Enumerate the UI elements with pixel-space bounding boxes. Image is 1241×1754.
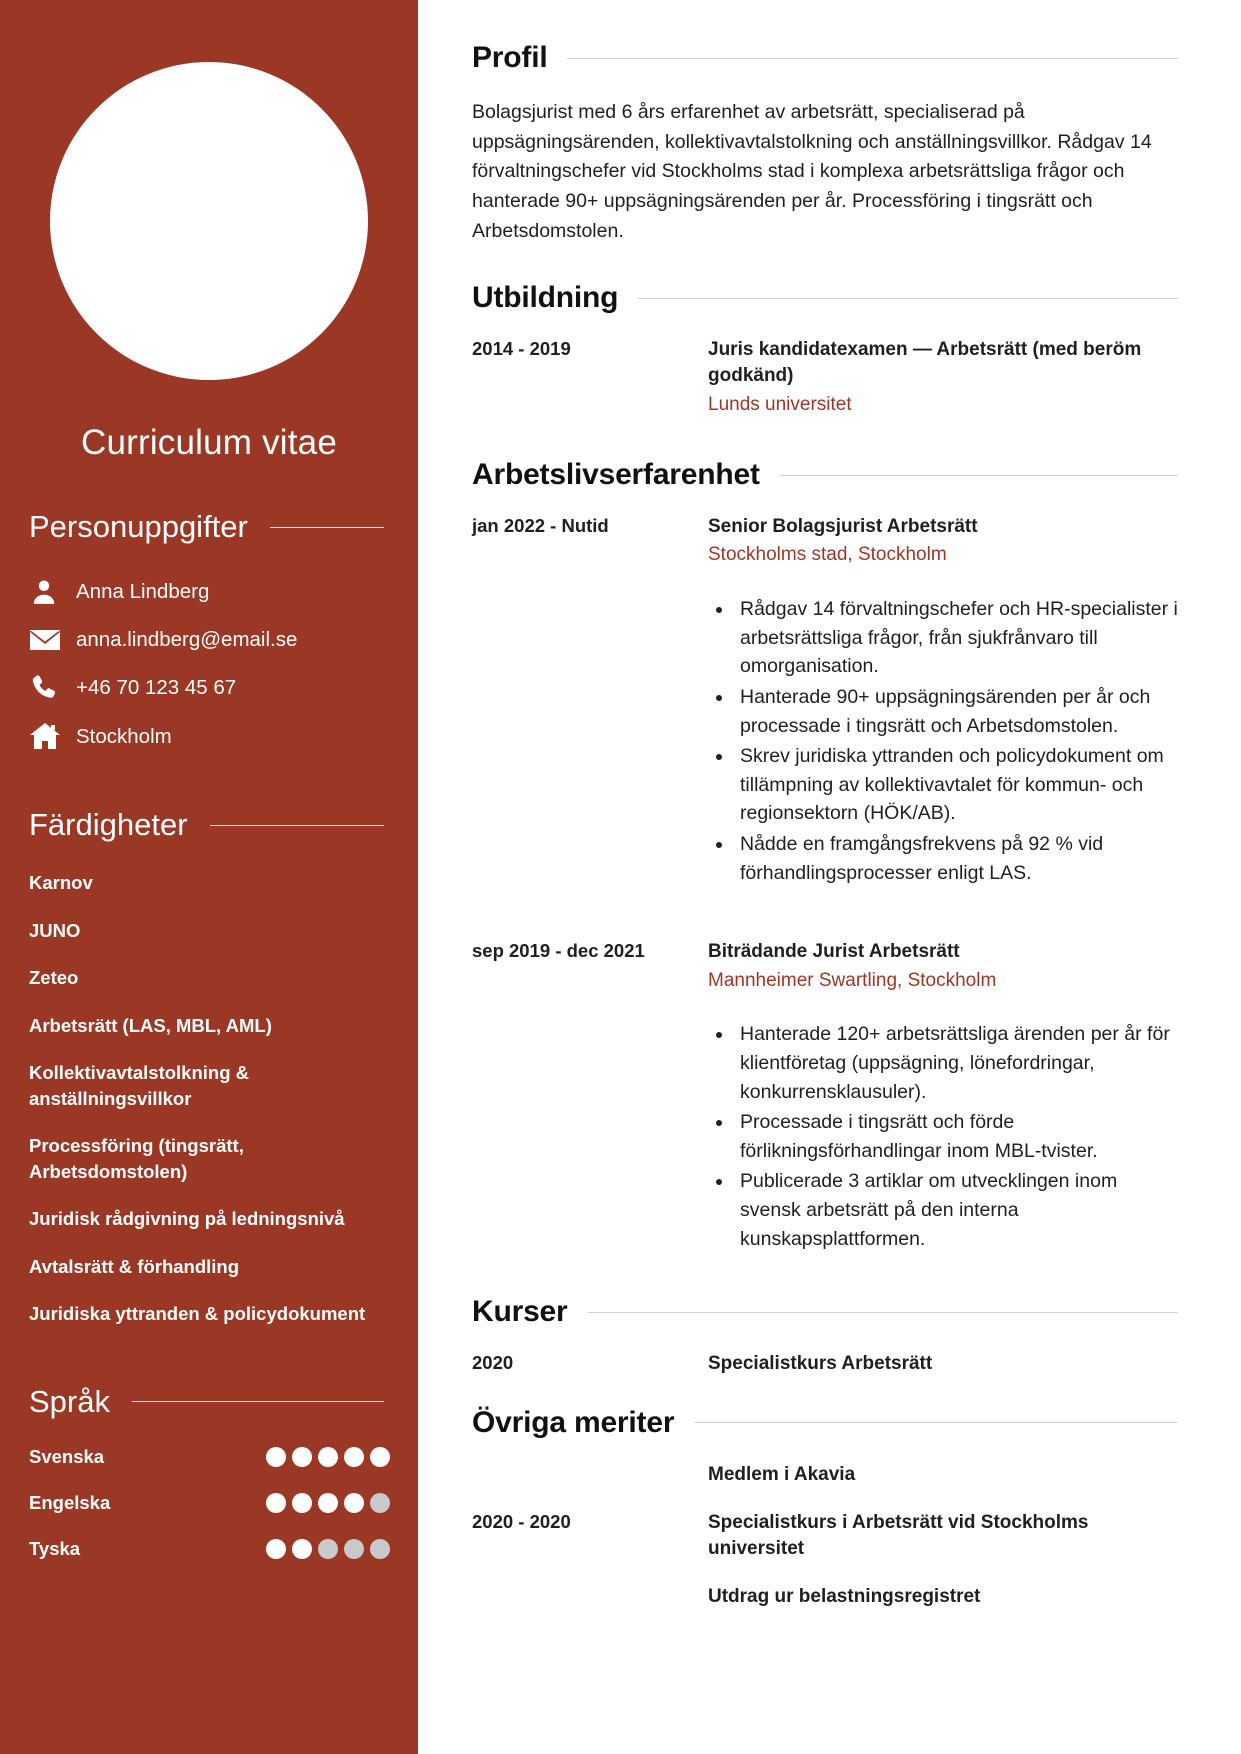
spacer (472, 1378, 1178, 1406)
bullet-item: • Processade i tingsrätt och förde förlikningsförhandlingar inom MBL-tvister. (734, 1108, 1178, 1165)
education-heading-label: Utbildning (472, 281, 619, 315)
entry-bullets (708, 1020, 1178, 1253)
entry-body (708, 1462, 1178, 1488)
rating-dot (266, 1447, 286, 1467)
heading-rule (780, 475, 1178, 476)
other-merit-entry (472, 1510, 1178, 1562)
entry-date: sep 2019 - dec 2021 (472, 940, 645, 962)
rating-dot (292, 1539, 312, 1559)
section-profile (472, 41, 1178, 246)
entry-body (708, 939, 1178, 1255)
entry-date: 2020 - 2020 (472, 1510, 571, 1532)
heading-rule (694, 1422, 1178, 1423)
entry-body (708, 1510, 1178, 1562)
spacer (472, 889, 1178, 917)
experience-heading (472, 458, 1178, 492)
language-rating (266, 1493, 390, 1513)
skill-item: Avtalsrätt & förhandling (29, 1255, 240, 1277)
other-merit-entry (472, 1584, 1178, 1610)
rating-dot (344, 1447, 364, 1467)
home-icon (29, 722, 63, 751)
bullet-item: • Rådgav 14 förvaltningschefer och HR-specialister i arbetsrättsliga frågor, från sjukfrånvaro till omorganisation. (734, 595, 1178, 681)
entry-body (708, 1584, 1178, 1610)
envelope-icon (29, 627, 63, 653)
entry-date (472, 1584, 708, 1610)
heading-rule (132, 1401, 384, 1402)
skills-heading-label: Färdigheter (29, 807, 188, 842)
spacer (472, 418, 1178, 458)
skills-section-heading (29, 807, 384, 843)
entry-date: jan 2022 - Nutid (472, 515, 609, 537)
rating-dot (370, 1539, 390, 1559)
language-row (0, 1480, 418, 1526)
sidebar (0, 0, 418, 1754)
language-row (0, 1526, 418, 1572)
entry-body (708, 1351, 1178, 1377)
rating-dot (292, 1447, 312, 1467)
contact-item-phone (0, 663, 418, 712)
bullet-item: • Publicerade 3 artiklar om utvecklingen inom svensk arbetsrätt på den interna kunskapsplattformen. (734, 1167, 1178, 1253)
main-content (418, 0, 1241, 1754)
course-entry (472, 1351, 1178, 1377)
spacer (472, 1255, 1178, 1295)
heading-rule (638, 298, 1178, 299)
rating-dot (318, 1447, 338, 1467)
courses-heading-label: Kurser (472, 1295, 568, 1329)
entry-date (472, 1462, 708, 1488)
contact-item-name (0, 567, 418, 617)
section-experience (472, 458, 1178, 1295)
entry-body (708, 337, 1178, 418)
experience-heading-label: Arbetslivserfarenhet (472, 458, 760, 492)
experience-entry (472, 939, 1178, 1255)
entry-title: Specialistkurs i Arbetsrätt vid Stockholms universitet (708, 1511, 1089, 1560)
contact-location-value: Stockholm (76, 724, 172, 748)
education-heading (472, 281, 1178, 315)
skill-item: Karnov (29, 872, 93, 893)
profile-heading-label: Profil (472, 41, 548, 74)
entry-body (708, 514, 1178, 889)
contact-list (0, 567, 418, 761)
skill-item: Juridisk rådgivning på ledningsnivå (29, 1208, 345, 1230)
bullet-item: • Hanterade 90+ uppsägningsärenden per år och processade i tingsrätt och Arbetsdomstolen. (734, 683, 1178, 740)
entry-organization: Lunds universitet (708, 393, 852, 415)
phone-icon (29, 673, 63, 702)
personal-section-heading (29, 509, 384, 545)
entry-bullets (708, 595, 1178, 888)
skill-item: Zeteo (29, 967, 79, 989)
other-merit-entry (472, 1462, 1178, 1488)
heading-rule (567, 58, 1178, 59)
languages-list (0, 1434, 418, 1572)
section-other-merits (472, 1406, 1178, 1611)
rating-dot (318, 1493, 338, 1513)
contact-name-value: Anna Lindberg (76, 580, 210, 603)
entry-organization: Mannheimer Swartling, Stockholm (708, 969, 997, 991)
other-merits-heading-label: Övriga meriter (472, 1405, 675, 1439)
rating-dot (344, 1493, 364, 1513)
avatar-container (0, 0, 418, 380)
entry-date: 2014 - 2019 (472, 338, 571, 360)
entry-title: Utdrag ur belastningsregistret (708, 1586, 981, 1608)
language-name: Svenska (29, 1445, 105, 1467)
contact-email-value: anna.lindberg@email.se (76, 628, 298, 651)
heading-rule (210, 825, 384, 826)
entry-title: Biträdande Jurist Arbetsrätt (708, 941, 960, 963)
bullet-item: • Skrev juridiska yttranden och policydokument om tillämpning av kollektivavtalet för kommun- och regionsektorn (HÖK/AB). (734, 742, 1178, 828)
experience-entry (472, 514, 1178, 889)
entry-title: Specialistkurs Arbetsrätt (708, 1353, 933, 1375)
profile-heading (472, 41, 1178, 75)
language-rating (266, 1539, 390, 1559)
rating-dot (344, 1539, 364, 1559)
rating-dot (370, 1493, 390, 1513)
courses-heading (472, 1295, 1178, 1329)
language-name: Tyska (29, 1537, 81, 1559)
entry-organization: Stockholms stad, Stockholm (708, 544, 947, 566)
language-rating (266, 1447, 390, 1467)
rating-dot (266, 1493, 286, 1513)
bullet-item: • Hanterade 120+ arbetsrättsliga ärenden per år för klientföretag (uppsägning, lönefordringar, konkurrensklausuler). (734, 1020, 1178, 1106)
contact-item-location (0, 712, 418, 761)
heading-rule (588, 1312, 1178, 1313)
contact-phone-value: +46 70 123 45 67 (76, 675, 237, 699)
rating-dot (370, 1447, 390, 1467)
language-row (0, 1434, 418, 1480)
skill-item: Juridiska yttranden & policydokument (29, 1303, 366, 1325)
contact-item-email (0, 617, 418, 663)
skill-item: Processföring (tingsrätt, Arbetsdomstolen) (29, 1135, 244, 1182)
other-merits-heading (472, 1406, 1178, 1440)
profile-text: Bolagsjurist med 6 års erfarenhet av arbetsrätt, specialiserad på uppsägningsärenden, kollektivavtalstolkning och anställningsvillkor. Rådgav 14 förvaltningschefer vid Stockholms stad i komplexa arbetsrättsliga frågor och hanterade 90+ uppsägningsärenden per år. Processföring i tingsrätt och Arbetsdomstolen. (472, 101, 1152, 242)
heading-rule (270, 527, 384, 528)
language-name: Engelska (29, 1491, 111, 1513)
section-courses (472, 1295, 1178, 1405)
cv-title: Curriculum vitae (80, 423, 338, 462)
entry-title: Senior Bolagsjurist Arbetsrätt (708, 516, 978, 538)
entry-date: 2020 (472, 1352, 514, 1374)
avatar (50, 62, 368, 380)
skill-item: Kollektivavtalstolkning & anställningsvillkor (29, 1062, 249, 1109)
languages-section-heading (29, 1384, 384, 1420)
languages-heading-label: Språk (29, 1383, 110, 1419)
rating-dot (266, 1539, 286, 1559)
skill-item: JUNO (29, 919, 81, 941)
rating-dot (318, 1539, 338, 1559)
section-education (472, 281, 1178, 458)
skills-list (0, 859, 418, 1338)
bullet-item: • Nådde en framgångsfrekvens på 92 % vid förhandlingsprocesser enligt LAS. (734, 830, 1178, 887)
skill-item: Arbetsrätt (LAS, MBL, AML) (29, 1014, 272, 1036)
entry-title: Medlem i Akavia (708, 1463, 856, 1485)
rating-dot (292, 1493, 312, 1513)
education-entry (472, 337, 1178, 418)
personal-heading-label: Personuppgifter (29, 509, 248, 544)
entry-title: Juris kandidatexamen — Arbetsrätt (med beröm godkänd) (708, 339, 1142, 387)
person-icon (29, 577, 63, 607)
